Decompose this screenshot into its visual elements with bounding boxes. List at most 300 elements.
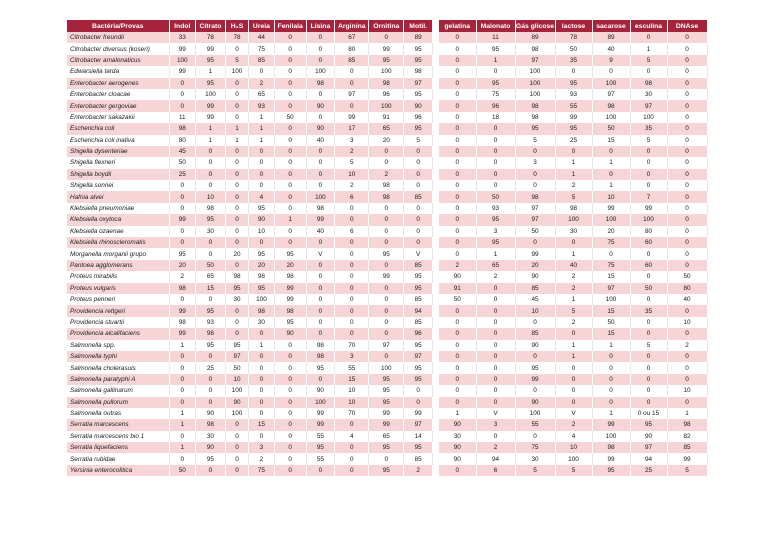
value-cell: 85 (404, 453, 433, 464)
value-cell: 3 (476, 226, 515, 237)
value-cell: 98 (274, 271, 306, 282)
value-cell: 90 (306, 100, 335, 111)
value-cell: 10 (667, 385, 707, 396)
value-cell: 0 (196, 397, 226, 408)
value-cell: 98 (196, 328, 226, 339)
table-row (67, 157, 433, 168)
value-cell: 0 ou 15 (630, 408, 667, 419)
table-row (67, 169, 433, 180)
value-cell: 0 (169, 385, 196, 396)
table-row (439, 453, 707, 464)
value-cell: 1 (476, 248, 515, 259)
value-cell: 0 (169, 203, 196, 214)
bacteria-name-cell: Shigella flexneri (67, 157, 169, 168)
right-header-row (439, 20, 707, 32)
value-cell: 98 (306, 340, 335, 351)
value-cell: 0 (404, 385, 433, 396)
value-cell: 0 (274, 169, 306, 180)
value-cell: 1 (196, 123, 226, 134)
column-header: DNAse (667, 20, 707, 32)
value-cell: 0 (439, 89, 476, 100)
value-cell: 1 (196, 135, 226, 146)
value-cell: 0 (306, 169, 335, 180)
value-cell: V (555, 408, 592, 419)
bacteria-name-cell: Proteus mirabilis (67, 271, 169, 282)
value-cell: 95 (515, 362, 555, 373)
bacteria-name-cell: Enterobacter cloacae (67, 89, 169, 100)
value-cell: 2 (335, 180, 369, 191)
value-cell: 99 (169, 328, 196, 339)
value-cell: 2 (555, 271, 592, 282)
value-cell: 0 (439, 237, 476, 248)
value-cell: 0 (555, 66, 592, 77)
value-cell: 5 (515, 465, 555, 476)
value-cell: 75 (592, 237, 630, 248)
value-cell: 0 (555, 397, 592, 408)
value-cell: 10 (555, 442, 592, 453)
table-row (67, 55, 433, 66)
table-row (439, 112, 707, 123)
value-cell: 0 (476, 294, 515, 305)
value-cell: 100 (630, 214, 667, 225)
value-cell: 0 (225, 169, 248, 180)
value-cell: 0 (667, 191, 707, 202)
value-cell: 0 (592, 248, 630, 259)
column-header: Arginina (335, 20, 369, 32)
table-row (67, 32, 433, 43)
value-cell: 0 (476, 374, 515, 385)
value-cell: 50 (196, 260, 226, 271)
value-cell: 0 (439, 180, 476, 191)
value-cell: 0 (476, 328, 515, 339)
value-cell: 0 (274, 123, 306, 134)
value-cell: 100 (515, 89, 555, 100)
value-cell: 85 (404, 294, 433, 305)
value-cell: 0 (667, 157, 707, 168)
value-cell: 2 (667, 340, 707, 351)
value-cell: 5 (667, 465, 707, 476)
value-cell: 80 (630, 226, 667, 237)
value-cell: 0 (306, 55, 335, 66)
table-row (439, 385, 707, 396)
value-cell: 0 (306, 283, 335, 294)
table-row (67, 146, 433, 157)
value-cell: 0 (476, 340, 515, 351)
value-cell: 96 (369, 89, 404, 100)
value-cell: 75 (592, 260, 630, 271)
table-row (67, 385, 433, 396)
bacteria-name-cell: Hafnia alvei (67, 191, 169, 202)
value-cell: 0 (404, 169, 433, 180)
table-row (67, 43, 433, 54)
value-cell: 0 (667, 89, 707, 100)
value-cell: 0 (630, 32, 667, 43)
value-cell: 0 (169, 453, 196, 464)
value-cell: 0 (439, 305, 476, 316)
bacteria-name-cell: Serratia liquefaciens (67, 442, 169, 453)
value-cell: 90 (439, 453, 476, 464)
value-cell: 0 (667, 32, 707, 43)
table-row (67, 317, 433, 328)
value-cell: 1 (169, 340, 196, 351)
value-cell: 1 (592, 340, 630, 351)
value-cell: 0 (667, 135, 707, 146)
value-cell: 0 (335, 203, 369, 214)
value-cell: 98 (169, 123, 196, 134)
column-header: H₂S (225, 20, 248, 32)
bacteria-name-cell: Serratia marcescens bio 1 (67, 431, 169, 442)
bacteria-name-cell: Serratia rubidae (67, 453, 169, 464)
bacteria-name-cell: Klebsiella oxytoca (67, 214, 169, 225)
value-cell: 91 (369, 112, 404, 123)
value-cell: 15 (592, 135, 630, 146)
value-cell: 0 (169, 237, 196, 248)
value-cell: 3 (335, 351, 369, 362)
value-cell: 0 (274, 180, 306, 191)
value-cell: 2 (249, 453, 275, 464)
value-cell: 4 (555, 431, 592, 442)
bacteria-name-cell: Salmonella cholerasuis (67, 362, 169, 373)
value-cell: 0 (169, 100, 196, 111)
value-cell: 0 (369, 226, 404, 237)
table-row (439, 328, 707, 339)
value-cell: 0 (225, 203, 248, 214)
value-cell: 6 (476, 465, 515, 476)
value-cell: 99 (335, 112, 369, 123)
value-cell: 40 (592, 43, 630, 54)
value-cell: 5 (555, 305, 592, 316)
value-cell: 95 (630, 419, 667, 430)
value-cell: 0 (592, 362, 630, 373)
table-row (67, 419, 433, 430)
value-cell: 98 (667, 419, 707, 430)
value-cell: 0 (404, 180, 433, 191)
value-cell: 4 (335, 431, 369, 442)
value-cell: 10 (515, 305, 555, 316)
table-row (439, 431, 707, 442)
bacteria-name-cell: Edwarsiella tarda (67, 66, 169, 77)
value-cell: 90 (274, 328, 306, 339)
value-cell: 0 (369, 283, 404, 294)
value-cell: 0 (225, 157, 248, 168)
value-cell: 1 (169, 442, 196, 453)
value-cell: 55 (515, 419, 555, 430)
value-cell: 95 (369, 385, 404, 396)
value-cell: 0 (439, 112, 476, 123)
right-data-table (439, 20, 708, 476)
value-cell: 99 (274, 283, 306, 294)
value-cell: 0 (274, 203, 306, 214)
value-cell: 3 (476, 419, 515, 430)
value-cell: 0 (249, 157, 275, 168)
value-cell: 97 (225, 351, 248, 362)
bacteria-name-cell: Salmonella gallinarum (67, 385, 169, 396)
value-cell: 0 (335, 271, 369, 282)
value-cell: 93 (555, 89, 592, 100)
value-cell: 35 (630, 123, 667, 134)
bacteria-name-cell: Proteus penneri (67, 294, 169, 305)
value-cell: 0 (274, 362, 306, 373)
value-cell: 3 (515, 157, 555, 168)
value-cell: 0 (439, 123, 476, 134)
value-cell: 1 (555, 169, 592, 180)
value-cell: 99 (306, 214, 335, 225)
value-cell: 97 (630, 442, 667, 453)
value-cell: 0 (439, 100, 476, 111)
value-cell: 0 (225, 419, 248, 430)
table-row (439, 317, 707, 328)
value-cell: 70 (335, 340, 369, 351)
value-cell: 20 (225, 248, 248, 259)
value-cell: 90 (515, 271, 555, 282)
value-cell: 4 (249, 191, 275, 202)
value-cell: 2 (335, 146, 369, 157)
value-cell: 95 (404, 123, 433, 134)
value-cell: 0 (225, 180, 248, 191)
table-row (439, 340, 707, 351)
value-cell: 0 (274, 453, 306, 464)
value-cell: 0 (476, 66, 515, 77)
table-row (439, 100, 707, 111)
table-row (67, 294, 433, 305)
value-cell: 15 (196, 283, 226, 294)
value-cell: 98 (592, 442, 630, 453)
value-cell: 95 (369, 374, 404, 385)
value-cell: 0 (196, 374, 226, 385)
table-row (67, 453, 433, 464)
value-cell: 95 (274, 248, 306, 259)
value-cell: 95 (249, 248, 275, 259)
bacteria-name-cell: Enterobacter gergoviae (67, 100, 169, 111)
value-cell: 0 (369, 157, 404, 168)
value-cell: 0 (476, 397, 515, 408)
value-cell: 90 (404, 100, 433, 111)
table-row (439, 66, 707, 77)
value-cell: 0 (274, 340, 306, 351)
value-cell: 0 (476, 317, 515, 328)
value-cell: 0 (476, 146, 515, 157)
value-cell: 0 (630, 374, 667, 385)
value-cell: 0 (667, 397, 707, 408)
value-cell: 40 (306, 226, 335, 237)
value-cell: 0 (369, 214, 404, 225)
value-cell: 0 (335, 305, 369, 316)
value-cell: 0 (439, 351, 476, 362)
table-row (439, 226, 707, 237)
value-cell: 0 (439, 317, 476, 328)
value-cell: 0 (249, 362, 275, 373)
value-cell: 5 (404, 135, 433, 146)
value-cell: 2 (555, 180, 592, 191)
value-cell: 44 (249, 32, 275, 43)
value-cell: 18 (476, 112, 515, 123)
value-cell: 98 (369, 78, 404, 89)
value-cell: 80 (335, 43, 369, 54)
value-cell: 1 (667, 408, 707, 419)
table-row (67, 283, 433, 294)
value-cell: 85 (335, 55, 369, 66)
value-cell: 0 (169, 374, 196, 385)
value-cell: 50 (169, 157, 196, 168)
value-cell: 95 (249, 203, 275, 214)
value-cell: 100 (196, 89, 226, 100)
value-cell: V (306, 248, 335, 259)
value-cell: 95 (274, 317, 306, 328)
value-cell: 2 (249, 78, 275, 89)
value-cell: 0 (249, 146, 275, 157)
value-cell: 0 (306, 465, 335, 476)
value-cell: 40 (306, 135, 335, 146)
value-cell: 20 (249, 260, 275, 271)
value-cell: 0 (630, 157, 667, 168)
value-cell: 0 (667, 328, 707, 339)
bacteria-name-cell: Citrobacter freundii (67, 32, 169, 43)
value-cell: 0 (476, 123, 515, 134)
table-row (67, 203, 433, 214)
value-cell: 0 (476, 351, 515, 362)
value-cell: 35 (555, 55, 592, 66)
value-cell: 0 (404, 226, 433, 237)
value-cell: 100 (369, 100, 404, 111)
value-cell: 5 (555, 465, 592, 476)
value-cell: 95 (476, 214, 515, 225)
value-cell: 0 (369, 203, 404, 214)
value-cell: 5 (630, 340, 667, 351)
value-cell: 0 (306, 146, 335, 157)
value-cell: 99 (667, 453, 707, 464)
value-cell: 0 (169, 397, 196, 408)
value-cell: 14 (404, 431, 433, 442)
value-cell: 98 (592, 100, 630, 111)
value-cell: 98 (196, 203, 226, 214)
value-cell: 85 (515, 328, 555, 339)
value-cell: 95 (369, 248, 404, 259)
value-cell: 97 (592, 89, 630, 100)
value-cell: 0 (439, 385, 476, 396)
value-cell: 0 (630, 397, 667, 408)
value-cell: 0 (274, 237, 306, 248)
value-cell: 95 (404, 283, 433, 294)
value-cell: 0 (225, 191, 248, 202)
value-cell: 0 (225, 214, 248, 225)
value-cell: 0 (274, 385, 306, 396)
value-cell: 0 (274, 374, 306, 385)
table-row (439, 397, 707, 408)
value-cell: 25 (196, 362, 226, 373)
value-cell: 0 (335, 237, 369, 248)
value-cell: 94 (476, 453, 515, 464)
value-cell: 5 (630, 55, 667, 66)
value-cell: 0 (274, 100, 306, 111)
value-cell: 95 (555, 123, 592, 134)
value-cell: 90 (439, 442, 476, 453)
value-cell: 95 (404, 362, 433, 373)
value-cell: 90 (439, 419, 476, 430)
column-header: Gás glicose (515, 20, 555, 32)
value-cell: 0 (667, 362, 707, 373)
value-cell: 99 (592, 203, 630, 214)
value-cell: 0 (439, 169, 476, 180)
value-cell: 97 (630, 100, 667, 111)
table-row (439, 123, 707, 134)
value-cell: 95 (404, 89, 433, 100)
value-cell: 0 (274, 226, 306, 237)
table-row (67, 351, 433, 362)
value-cell: 95 (592, 465, 630, 476)
column-header: gelatina (439, 20, 476, 32)
value-cell: 0 (630, 248, 667, 259)
value-cell: 0 (274, 351, 306, 362)
value-cell: 95 (306, 362, 335, 373)
value-cell: 1 (555, 294, 592, 305)
value-cell: 65 (249, 89, 275, 100)
value-cell: 1 (555, 157, 592, 168)
value-cell: 0 (439, 43, 476, 54)
table-row (67, 66, 433, 77)
value-cell: 67 (335, 32, 369, 43)
value-cell: 0 (592, 374, 630, 385)
value-cell: 0 (667, 305, 707, 316)
value-cell: 0 (196, 294, 226, 305)
value-cell: 85 (667, 442, 707, 453)
bacteria-name-cell: Salmonella pullorum (67, 397, 169, 408)
value-cell: 0 (439, 55, 476, 66)
value-cell: 95 (404, 442, 433, 453)
bacteria-name-cell: Shigella boydii (67, 169, 169, 180)
value-cell: 94 (404, 305, 433, 316)
value-cell: 96 (404, 328, 433, 339)
value-cell: 1 (555, 248, 592, 259)
table-row (439, 43, 707, 54)
value-cell: 90 (630, 431, 667, 442)
value-cell: 10 (249, 226, 275, 237)
value-cell: 99 (196, 100, 226, 111)
value-cell: 40 (667, 294, 707, 305)
value-cell: 50 (630, 283, 667, 294)
value-cell: 0 (476, 385, 515, 396)
value-cell: 99 (592, 453, 630, 464)
value-cell: 99 (169, 305, 196, 316)
value-cell: 0 (274, 66, 306, 77)
value-cell: 0 (369, 351, 404, 362)
value-cell: 15 (592, 271, 630, 282)
value-cell: 0 (667, 78, 707, 89)
value-cell: 50 (476, 191, 515, 202)
value-cell: 97 (369, 340, 404, 351)
value-cell: 0 (439, 157, 476, 168)
table-row (439, 146, 707, 157)
value-cell: 0 (476, 135, 515, 146)
value-cell: 0 (225, 317, 248, 328)
value-cell: 0 (196, 157, 226, 168)
value-cell: 0 (169, 294, 196, 305)
value-cell: 100 (630, 112, 667, 123)
value-cell: 55 (306, 431, 335, 442)
value-cell: 78 (555, 32, 592, 43)
column-header: Ureia (249, 20, 275, 32)
value-cell: 97 (592, 283, 630, 294)
value-cell: 5 (555, 191, 592, 202)
value-cell: 15 (592, 328, 630, 339)
value-cell: 95 (306, 442, 335, 453)
value-cell: 2 (476, 271, 515, 282)
value-cell: 17 (335, 123, 369, 134)
value-cell: 99 (369, 408, 404, 419)
value-cell: 3 (249, 442, 275, 453)
value-cell: 90 (515, 340, 555, 351)
value-cell: 35 (630, 305, 667, 316)
value-cell: 0 (476, 180, 515, 191)
